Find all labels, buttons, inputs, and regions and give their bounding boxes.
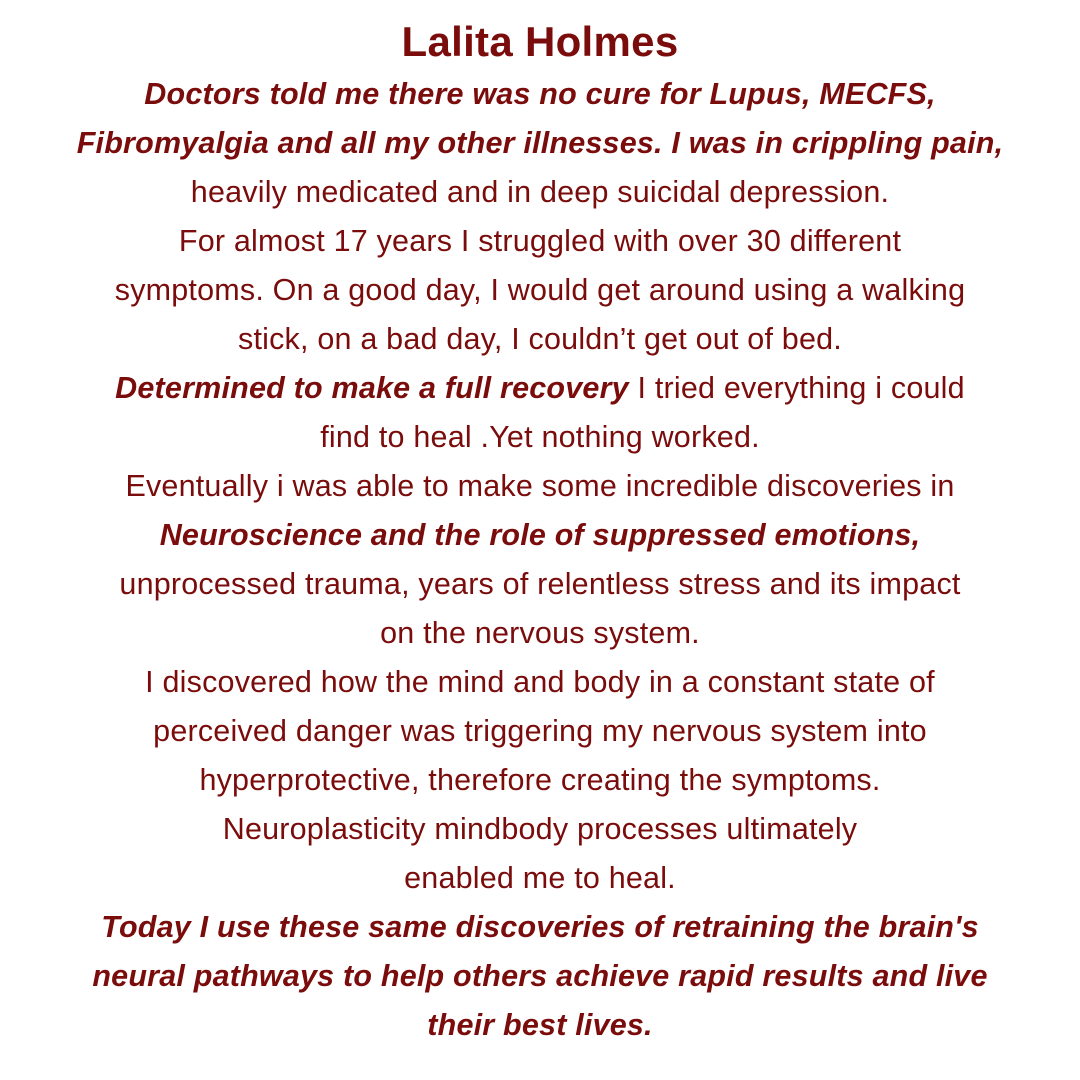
emphasis-text: Determined to make a full recovery — [115, 371, 629, 405]
story-line: on the nervous system. — [380, 616, 700, 650]
story-line: Neuroplasticity mindbody processes ultimately — [222, 812, 858, 846]
story-line: enabled me to heal. — [404, 861, 676, 895]
story-text — [0, 70, 1080, 1050]
story-line: hyperprotective, therefore creating the symptoms. — [199, 763, 881, 797]
story-line: symptoms. On a good day, I would get around using a walking — [114, 273, 966, 307]
story-line: Doctors told me there was no cure for Lupus, MECFS, — [144, 77, 936, 111]
story-line: unprocessed trauma, years of relentless stress and its impact — [119, 567, 961, 601]
page-title: Lalita Holmes — [401, 18, 679, 65]
story-line: Eventually i was able to make some incredible discoveries in — [125, 469, 955, 503]
story-line: perceived danger was triggering my nervous system into — [153, 714, 927, 748]
story-line: Neuroscience and the role of suppressed emotions, — [159, 518, 921, 552]
story-line: neural pathways to help others achieve rapid results and live — [92, 959, 988, 993]
story-line: their best lives. — [427, 1008, 653, 1042]
story-line: heavily medicated and in deep suicidal depression. — [190, 175, 890, 209]
story-line — [0, 364, 1080, 413]
story-line: Today I use these same discoveries of retraining the brain's — [101, 910, 979, 944]
story-line: find to heal .Yet nothing worked. — [320, 420, 760, 454]
story-text-run: I tried everything i could — [628, 371, 965, 405]
story-line: Fibromyalgia and all my other illnesses. I was in crippling pain, — [76, 126, 1004, 160]
story-line: stick, on a bad day, I couldn’t get out of bed. — [238, 322, 842, 356]
story-line: I discovered how the mind and body in a constant state of — [145, 665, 935, 699]
story-line: For almost 17 years I struggled with over 30 different — [178, 224, 902, 258]
